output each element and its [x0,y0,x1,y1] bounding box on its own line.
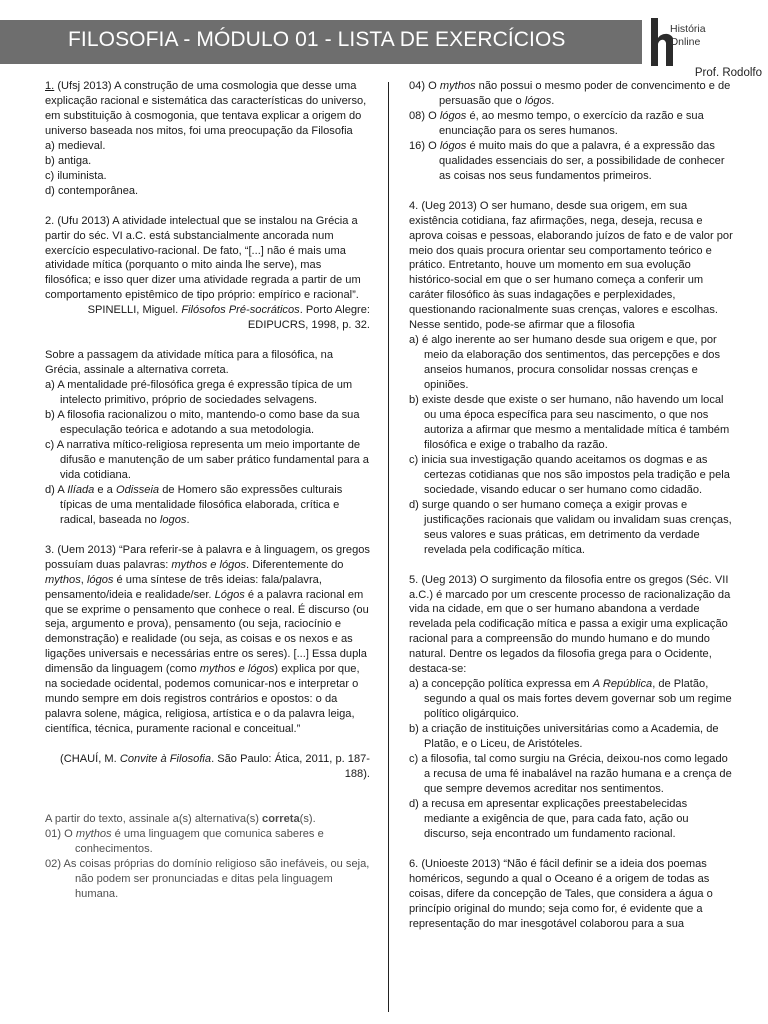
question-2-intro: Sobre a passagem da atividade mítica para a filosófica, na Grécia, assinale a alternativa correta. [45,349,333,377]
q2-option-c: c) A narrativa mítico-religiosa representa um meio importante de difusão e manutenção de um saber prático fundamental para a vida cotidiana. [45,438,369,481]
q5-option-b: b) a criação de instituições universitárias como a Academia, de Platão, e o Liceu, de Aristóteles. [409,723,719,751]
right-column [409,79,734,931]
question-6-stem: 6. (Unioeste 2013) “Não é fácil definir se a ideia dos poemas homéricos, segundo a qual o Oceano é a origem de todas as coisas, difere da concepção de Tales, que considera a água o princípio original do mundo; seja como for, é evidente que a representação do mar inesgotável colaborou para a sua [409,857,713,930]
question-3-citation: (CHAUÍ, M. Convite à Filosofia. São Paulo: Ática, 2011, p. 187-188). [60,753,370,781]
left-column [45,79,370,902]
q3-option-08: 08) O lógos é, ao mesmo tempo, o exercício da razão e sua enunciação para os seres humanos. [409,109,704,137]
q2-option-a: a) A mentalidade pré-filosófica grega é expressão típica de um intelecto primitivo, próprio de sociedades selvagens. [45,379,353,407]
question-3-options [45,812,370,902]
q5-option-d: d) a recusa em apresentar explicações preestabelecidas mediante a exigência de que, para cada fato, ação ou discurso, seja encontrado um fundamento racional. [409,797,689,840]
q1-option-a: a) medieval. [45,139,106,152]
column-divider [388,82,389,1012]
question-1-number: 1. [45,80,55,92]
author-name: Prof. Rodolfo [694,67,762,79]
q3-option-04: 04) O mythos não possui o mesmo poder de convencimento e de persuasão que o lógos. [409,80,731,107]
logo-text-line2: Online [670,36,701,48]
question-2-citation [45,303,370,333]
q1-option-d: d) contemporânea. [45,184,139,197]
question-2-stem: 2. (Ufu 2013) A atividade intelectual que se instalou na Grécia a partir do séc. VI a.C. está substancialmente ancorada num exercício especulativo-racional. De fato, “[...] não é mais uma atividade mítica (porquanto o mito ainda lhe serve), mas filosófica; e isso quer dizer uma atividade regrada a partir de um comportamento epistêmico de tipo próprio: empírico e racional”. [45,214,361,302]
question-1 [45,79,370,139]
question-4-stem: 4. (Ueg 2013) O ser humano, desde sua origem, em sua existência cotidiana, faz afirmações, nega, deseja, recusa e aprova coisas e pessoas, elaborando juízos de fato e de valor por meio dos quais procura orientar seu comportamento teórico e prático. Entretanto, houve um momento em sua evolução histórico-social em que o ser humano começa a conferir um caráter filosófico às suas indagações e perplexidades, questionando racionalmente suas crenças, valores e escolhas. Nesse sentido, pode-se afirmar que a filosofia [409,199,733,332]
citation-author: SPINELLI, Miguel. [87,304,182,317]
page-title: FILOSOFIA - MÓDULO 01 - LISTA DE EXERCÍCIOS [68,28,566,51]
q4-option-a: a) é algo inerente ao ser humano desde sua origem e que, por meio da elaboração dos sentimentos, das percepções e dos anseios humanos, procura consolidar nossas crenças e opiniões. [409,334,721,392]
question-1-stem: (Ufsj 2013) A construção de uma cosmologia que desse uma explicação racional e sistemática das características do universo, em substituição à cosmogonia, que tentava explicar a origem do universo baseada nos mitos, foi uma preocupação da Filosofia [45,80,367,137]
q5-option-c: c) a filosofia, tal como surgiu na Grécia, deixou-nos como legado a recusa de uma fé inabalável na razão humana e a crença de que sempre devemos acreditar nos sentimentos. [409,752,732,795]
q3-option-02: 02) As coisas próprias do domínio religioso são inefáveis, ou seja, não podem ser pronunciadas e ditas pela linguagem humana. [45,857,370,900]
q3-option-01: 01) O mythos é uma linguagem que comunica saberes e conhecimentos. [45,827,324,855]
historia-online-logo [648,16,732,70]
logo-text-line1: História [670,23,706,35]
question-3-intro: A partir do texto, assinale a(s) alternativa(s) correta(s). [45,812,316,825]
q4-option-d: d) surge quando o ser humano começa a exigir provas e justificações racionais que validam ou invalidam suas crenças, seus valores e suas práticas, em detrimento da verdade revelada pela codificação mítica. [409,498,732,556]
q2-option-d: d) A Ilíada e a Odisseia de Homero são expressões culturais típicas de uma mentalidade filosófica elaborada, crítica e radical, baseada no logos. [45,483,343,526]
q1-option-c: c) iluminista. [45,169,107,182]
q1-option-b: b) antiga. [45,154,92,167]
q5-option-a: a) a concepção política expressa em A República, de Platão, segundo a qual os mais fortes devem governar sob um regime político oligárquico. [409,678,732,721]
citation-title: Filósofos Pré-socráticos [181,304,300,317]
question-3-text: 3. (Uem 2013) “Para referir-se à palavra e à linguagem, os gregos possuíam duas palavras: mythos e lógos. Diferentemente do mythos, lógos é uma síntese de três ideias: fala/palavra, pensamento/ideia e realidade/ser. Lógos é a palavra racional em que se exprime o pensamento que conhece o real. É discurso (ou seja, argumento e prova), pensamento (ou seja, raciocínio e demonstração) e realidade (ou seja, as coisas e os nexos e as ligações universais e necessárias entre os seres). [...] Essa dupla dimensão da linguagem (como mythos e lógos) explica por que, na sociedade ocidental, podemos comunicar-nos e interpretar o mundo sempre em dois registros contrários e opostos: o da palavra solene, mágica, religiosa, artística e o da palavra leiga, científica, técnica, puramente racional e conceitual.” [45,543,370,736]
q2-option-b: b) A filosofia racionalizou o mito, mantendo-o como base da sua especulação teórica e adotando a sua metodologia. [45,409,360,437]
q4-option-c: c) inicia sua investigação quando aceitamos os dogmas e as certezas cotidianas que nos são impostos pela tradição e pela sociedade, visando educar o ser humano como cidadão. [409,453,730,496]
q4-option-b: b) existe desde que existe o ser humano, não havendo um local ou uma época específica para seu nascimento, o que nos autoriza a afirmar que mesmo a mentalidade mítica é também filosófica e exige o trabalho da razão. [409,394,730,451]
header-bar [0,20,642,64]
question-5-stem: 5. (Ueg 2013) O surgimento da filosofia entre os gregos (Séc. VII a.C.) é marcado por um crescente processo de racionalização da vida na cidade, em que o ser humano abandona a verdade revelada pela codificação mítica e passa a exigir uma explicação racional para a compreensão do mundo humano e do mundo natural. Dentre os legados da filosofia grega para o Ocidente, destaca-se: [409,573,731,676]
citation-publisher: . Porto Alegre: EDIPUCRS, 1998, p. 32. [247,304,370,332]
q3-option-16: 16) O lógos é muito mais do que a palavra, é a expressão das qualidades essenciais do ser, a possibilidade de conhecer as coisas nos seus fundamentos primeiros. [409,139,725,182]
